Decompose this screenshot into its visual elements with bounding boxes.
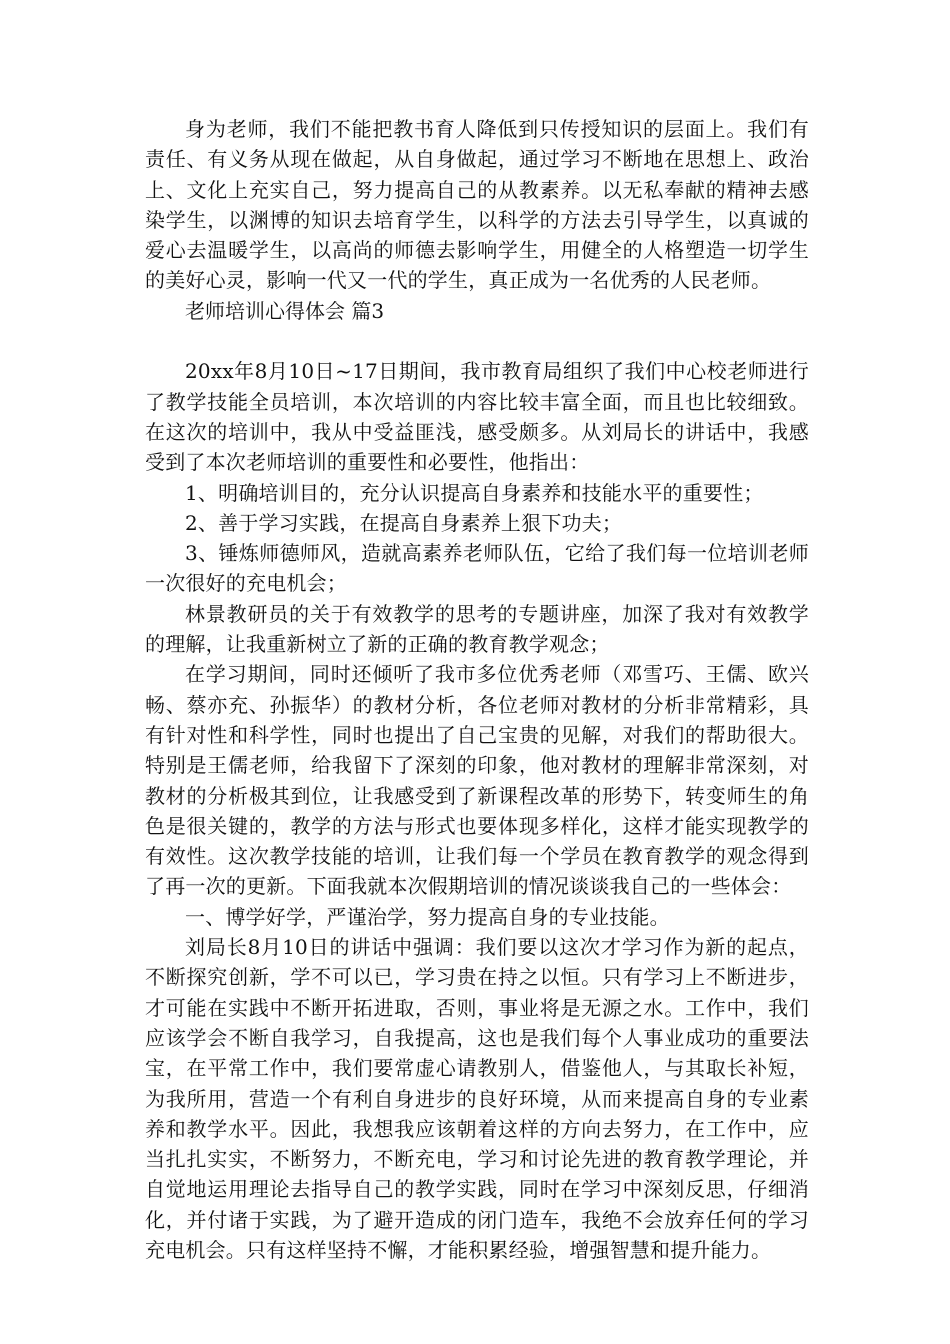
paragraph-lecture: 林景教研员的关于有效教学的思考的专题讲座，加深了我对有效教学的理解，让我重新树立了新的正确的教育教学观念； [145,601,809,657]
list-item-point-1: 1、明确培训目的，充分认识提高自身素养和技能水平的重要性； [185,480,764,505]
paragraph-director-speech: 刘局长8月10日的讲话中强调：我们要以这次才学习作为新的起点，不断探究创新，学不可以已，学习贵在持之以恒。只有学习上不断进步，才可能在实践中不断开拓进取，否则，事业将是无源之水。工作中，我们应该学会不断自我学习，自我提高，这也是我们每个人事业成功的重要法宝，在平常工作中，我们要常虚心请教别人，借鉴他人，与其取长补短，为我所用，营造一个有利自身进步的良好环境，从而来提高自身的专业素养和教学水平。因此，我想我应该朝着这样的方向去努力，在工作中，应当扎扎实实，不断努力，不断充电，学习和讨论先进的教育教学理论，并自觉地运用理论去指导自己的教学实践，同时在学习中深刻反思，仔细消化，并付诸于实践，为了避开造成的闭门造车，我绝不会放弃任何的学习充电机会。只有这样坚持不懈，才能积累经验，增强智慧和提升能力。 [145,935,809,1262]
paragraph-training-overview: 20xx年8月10日~17日期间，我市教育局组织了我们中心校老师进行了教学技能全员培训，本次培训的内容比较丰富全面，而且也比较细致。在这次的培训中，我从中受益匪浅，感受颇多。从刘局长的讲话中，我感受到了本次老师培训的重要性和必要性，他指出： [145,359,809,475]
paragraph-teacher-responsibility: 身为老师，我们不能把教书育人降低到只传授知识的层面上。我们有责任、有义务从现在做起，从自身做起，通过学习不断地在思想上、政治上、文化上充实自己，努力提高自己的从教素养。以无私奉献的精神去感染学生，以渊博的知识去培育学生，以科学的方法去引导学生，以真诚的爱心去温暖学生，以高尚的师德去影响学生，用健全的人格塑造一切学生的美好心灵，影响一代又一代的学生，真正成为一名优秀的人民老师。 [145,117,809,293]
paragraph-study-period: 在学习期间，同时还倾听了我市多位优秀老师（邓雪巧、王儒、欧兴畅、蔡亦充、孙振华）的教材分析，各位老师对教材的分析非常精彩，具有针对性和科学性，同时也提出了自己宝贵的见解，对我们的帮助很大。特别是王儒老师，给我留下了深刻的印象，他对教材的理解非常深刻，对教材的分析极其到位，让我感受到了新课程改革的形势下，转变师生的角色是很关键的，教学的方法与形式也要体现多样化，这样才能实现教学的有效性。这次教学技能的培训，让我们每一个学员在教育教学的观念得到了再一次的更新。下面我就本次假期培训的情况谈谈我自己的一些体会： [145,662,809,899]
blank-line [145,326,809,356]
section-heading: 老师培训心得体会 篇3 [185,298,385,323]
subheading-part-one: 一、博学好学，严谨治学，努力提高自身的专业技能。 [185,904,670,929]
list-item-point-2: 2、善于学习实践，在提高自身素养上狠下功夫； [185,510,623,535]
document-page [145,114,809,1265]
list-item-point-3: 3、锤炼师德师风，造就高素养老师队伍，它给了我们每一位培训老师一次很好的充电机会； [145,541,809,596]
